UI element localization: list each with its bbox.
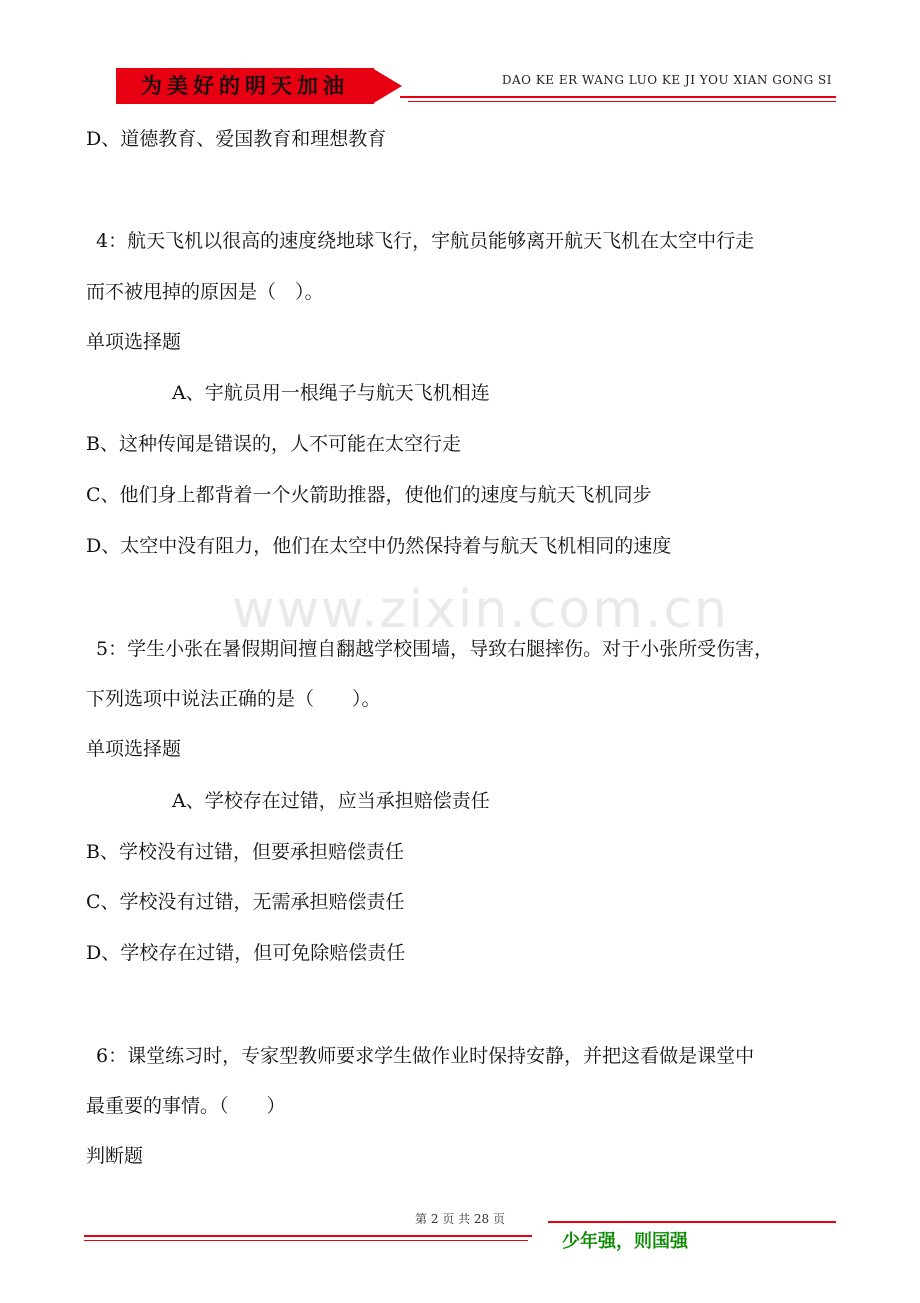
footer-divider-right: [548, 1221, 836, 1223]
prev-question-option-d: D、道德教育、爱国教育和理想教育: [86, 128, 387, 150]
watermark: www.zixin.com.cn: [232, 580, 729, 640]
q4-option-c: C、他们身上都背着一个火箭助推器，使他们的速度与航天飞机同步: [86, 484, 652, 506]
q6-type: 判断题: [86, 1145, 144, 1167]
header-company-name: DAO KE ER WANG LUO KE JI YOU XIAN GONG SI: [501, 73, 832, 87]
q5-option-d: D、学校存在过错，但可免除赔偿责任: [86, 942, 406, 964]
q5-option-c: C、学校没有过错，无需承担赔偿责任: [86, 891, 405, 913]
q4-type: 单项选择题: [86, 331, 182, 353]
q4-text-line1: 4：航天飞机以很高的速度绕地球飞行，宇航员能够离开航天飞机在太空中行走: [96, 230, 755, 252]
header-slogan: 为美好的明天加油: [141, 74, 349, 98]
footer-divider-thin: [84, 1240, 528, 1241]
header-banner-tail: [372, 68, 402, 104]
header-divider: [400, 96, 836, 98]
page-number: 第 2 页 共 28 页: [415, 1212, 505, 1226]
q4-option-a: A、宇航员用一根绳子与航天飞机相连: [172, 382, 490, 404]
q5-text-line2: 下列选项中说法正确的是（ ）。: [86, 688, 381, 710]
q4-option-d: D、太空中没有阻力，他们在太空中仍然保持着与航天飞机相同的速度: [86, 535, 672, 557]
q5-text-line1: 5：学生小张在暑假期间擅自翻越学校围墙，导致右腿摔伤。对于小张所受伤害，: [96, 638, 774, 660]
q4-option-b: B、这种传闻是错误的，人不可能在太空行走: [86, 433, 461, 455]
footer-divider: [84, 1235, 532, 1237]
q6-text-line1: 6：课堂练习时，专家型教师要求学生做作业时保持安静，并把这看做是课堂中: [96, 1045, 755, 1067]
q6-text-line2: 最重要的事情。（ ）: [86, 1095, 286, 1117]
q5-type: 单项选择题: [86, 738, 182, 760]
header-divider-thin: [408, 101, 836, 102]
q5-option-a: A、学校存在过错，应当承担赔偿责任: [172, 790, 490, 812]
footer-slogan: 少年强，则国强: [562, 1231, 688, 1252]
q5-option-b: B、学校没有过错，但要承担赔偿责任: [86, 841, 404, 863]
q4-text-line2: 而不被甩掉的原因是（ ）。: [86, 281, 324, 303]
